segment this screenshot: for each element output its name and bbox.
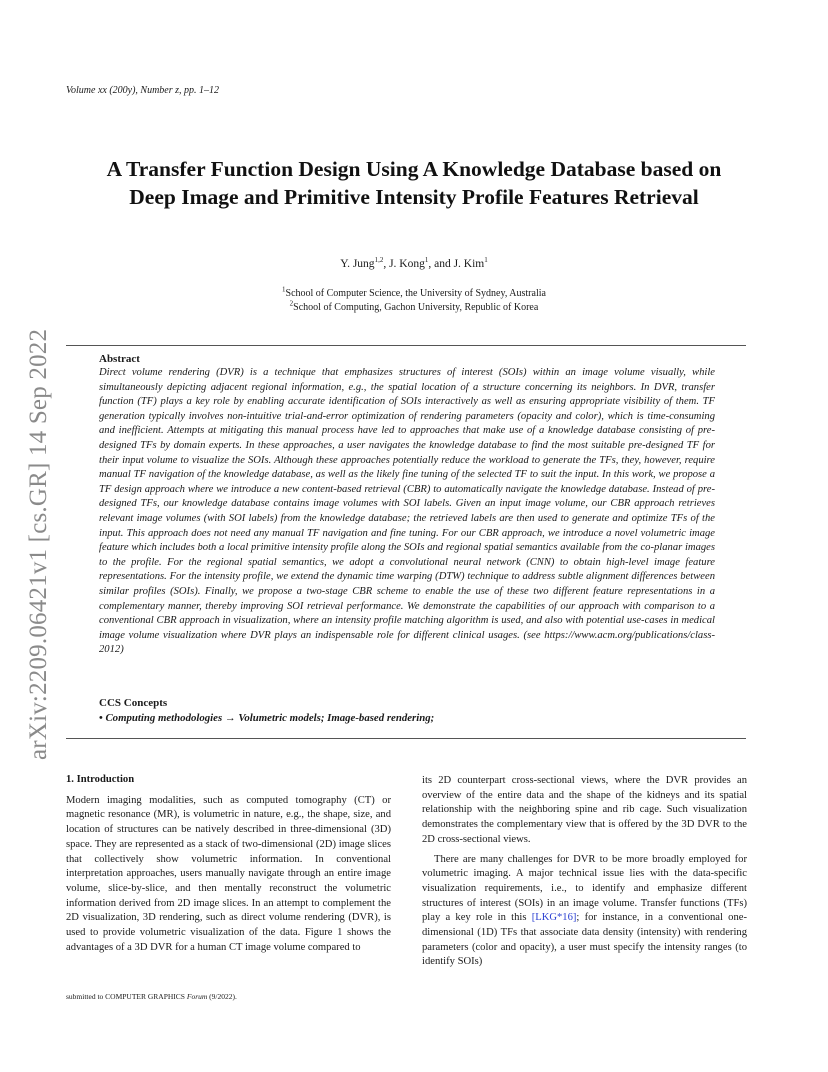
paper-title [40, 155, 788, 211]
footer-c: (9/2022). [207, 992, 237, 1001]
ccs-concepts [99, 712, 434, 724]
divider-top [66, 345, 746, 346]
affiliations [0, 287, 828, 315]
arxiv-stamp: arXiv:2209.06421v1 [cs.GR] 14 Sep 2022 [25, 328, 52, 760]
footer-a: submitted to COMPUTER GRAPHICS [66, 992, 187, 1001]
ccs-arrow: → [222, 712, 239, 724]
affiliation-1-sup: 1 [282, 285, 286, 294]
affiliation-1 [0, 287, 828, 301]
title-line-2: Deep Image and Primitive Intensity Profile Features Retrieval [129, 185, 699, 209]
ccs-left: Computing methodologies [105, 712, 223, 724]
intro-p3-part-a: There are many challenges for DVR to be more broadly employed for volumetric imaging. A major technical issue lies with the data-specific visualization requirements, i.e., to identify and emphasize different structures of interest (SOIs) in an image volume. Transfer functions (TFs) play a key role in this [422, 853, 747, 924]
footer-forum: Forum [186, 992, 208, 1001]
intro-p3-part-b: ; for instance, in a conventional one-dimensional (1D) TFs that associate data density (intensity) with rendering parameters (color and opacity), a user must specify the intensity ranges (to identify SOIs) [422, 912, 747, 968]
journal-header: Volume xx (200y), Number z, pp. 1–12 [66, 85, 220, 96]
author-2: , J. Kong [383, 258, 425, 270]
ccs-right: Volumetric models; Image-based rendering; [238, 712, 435, 724]
intro-paragraph-3 [422, 853, 747, 971]
affiliation-2-sup: 2 [289, 299, 294, 308]
author-3: , and J. Kim [428, 258, 485, 270]
footer [66, 992, 237, 1001]
affiliation-2 [0, 301, 828, 315]
abstract-heading: Abstract [99, 353, 140, 365]
author-1: Y. Jung [340, 258, 375, 270]
affiliation-1-text: School of Computer Science, the University of Sydney, Australia [285, 288, 546, 299]
author-list [0, 258, 828, 270]
ccs-bullet: • [99, 712, 106, 724]
intro-paragraph-1: Modern imaging modalities, such as computed tomography (CT) or magnetic resonance (MR), is volumetric in nature, e.g., the shape, size, and location of structures can be natively described in three-dimensional (3D) space. They are represented as a stack of two-dimensional (2D) image slices that collectively show volumetric information. In conventional interpretation approaches, users manually navigate through an entire image volume, slice-by-slice, and then mentally reconstruct the volumetric information derived from 2D image slices. In an attempt to complement the 2D visualization, 3D rendering, such as direct volume rendering (DVR), is used to provide volumetric visualization of the data. Figure 1 shows the advantages of a 3D DVR for a human CT image volume compared to [66, 794, 391, 953]
author-3-sup: 1 [484, 256, 488, 265]
column-left [66, 773, 391, 955]
citation-link[interactable]: [LKG*16] [531, 912, 577, 924]
author-1-sup: 1,2 [374, 256, 384, 265]
abstract-text: Direct volume rendering (DVR) is a technique that emphasizes structures of interest (SOIs) within an image volume visually, while simultaneously depicting adjacent regional information, e.g., the spatial location of a structure concerning its neighbors. In DVR, transfer function (TF) plays a key role by enabling accurate identification of SOIs interactively as well as ensuring appropriate visibility of them. TF generation typically involves non-intuitive trial-and-error optimization of rendering parameters (opacity and color), which is time-consuming and inefficient. Attempts at mitigating this manual process have led to approaches that make use of a knowledge database consisting of pre-designed TFs by domain experts. In these approaches, a user navigates the knowledge database to find the most suitable pre-designed TF for their input volume to visualize the SOIs. Although these approaches potentially reduce the workload to generate the TFs, they, however, require manual TF navigation of the knowledge database, as well as the likely fine tuning of the selected TF to suit the input. In this work, we propose a TF design approach where we introduce a new content-based retrieval (CBR) to automatically navigate the knowledge database. Instead of pre-designed TFs, our knowledge database contains image volumes with SOI labels. Given an input image volume, our CBR approach retrieves relevant image volumes (with SOI labels) from the knowledge database; the retrieved labels are then used to generate and optimize TFs of the input. This approach does not need any manual TF navigation and fine tuning. For our CBR approach, we introduce a novel volumetric image feature which includes both a local primitive intensity profile along the SOIs and regional spatial semantics available from the co-planar images to the profile. For the regional spatial semantics, we adopt a convolutional neural network (CNN) to obtain high-level image feature representations. For the intensity profile, we extend the dynamic time warping (DTW) technique to address subtle alignment differences between similar profiles (SOIs). Finally, we propose a two-stage CBR scheme to enable the use of these two different feature representations in a complementary manner, thereby improving SOI retrieval performance. We demonstrate the capabilities of our approach with comparison to a conventional CBR approach in visualization, where an intensity profile matching algorithm is used, and also with potential use-cases in medical image volume visualization where DVR plays an indispensable role for different clinical usages. (see https://www.acm.org/publications/class-2012) [99, 367, 715, 656]
title-line-1: A Transfer Function Design Using A Knowledge Database based on [106, 157, 722, 181]
intro-heading: 1. Introduction [66, 774, 135, 785]
ccs-heading: CCS Concepts [99, 697, 168, 709]
author-2-sup: 1 [424, 256, 429, 265]
column-right [422, 774, 747, 970]
affiliation-2-text: School of Computing, Gachon University, Republic of Korea [293, 302, 539, 313]
divider-bottom [66, 738, 746, 739]
intro-paragraph-2: its 2D counterpart cross-sectional views, where the DVR provides an overview of the entire data and the shape of the kidneys and its spatial relationship with the neighboring spine and rib cage. Such visualization demonstrates the complementary view that is offered by the 3D DVR to the 2D cross-sectional views. [422, 775, 747, 845]
